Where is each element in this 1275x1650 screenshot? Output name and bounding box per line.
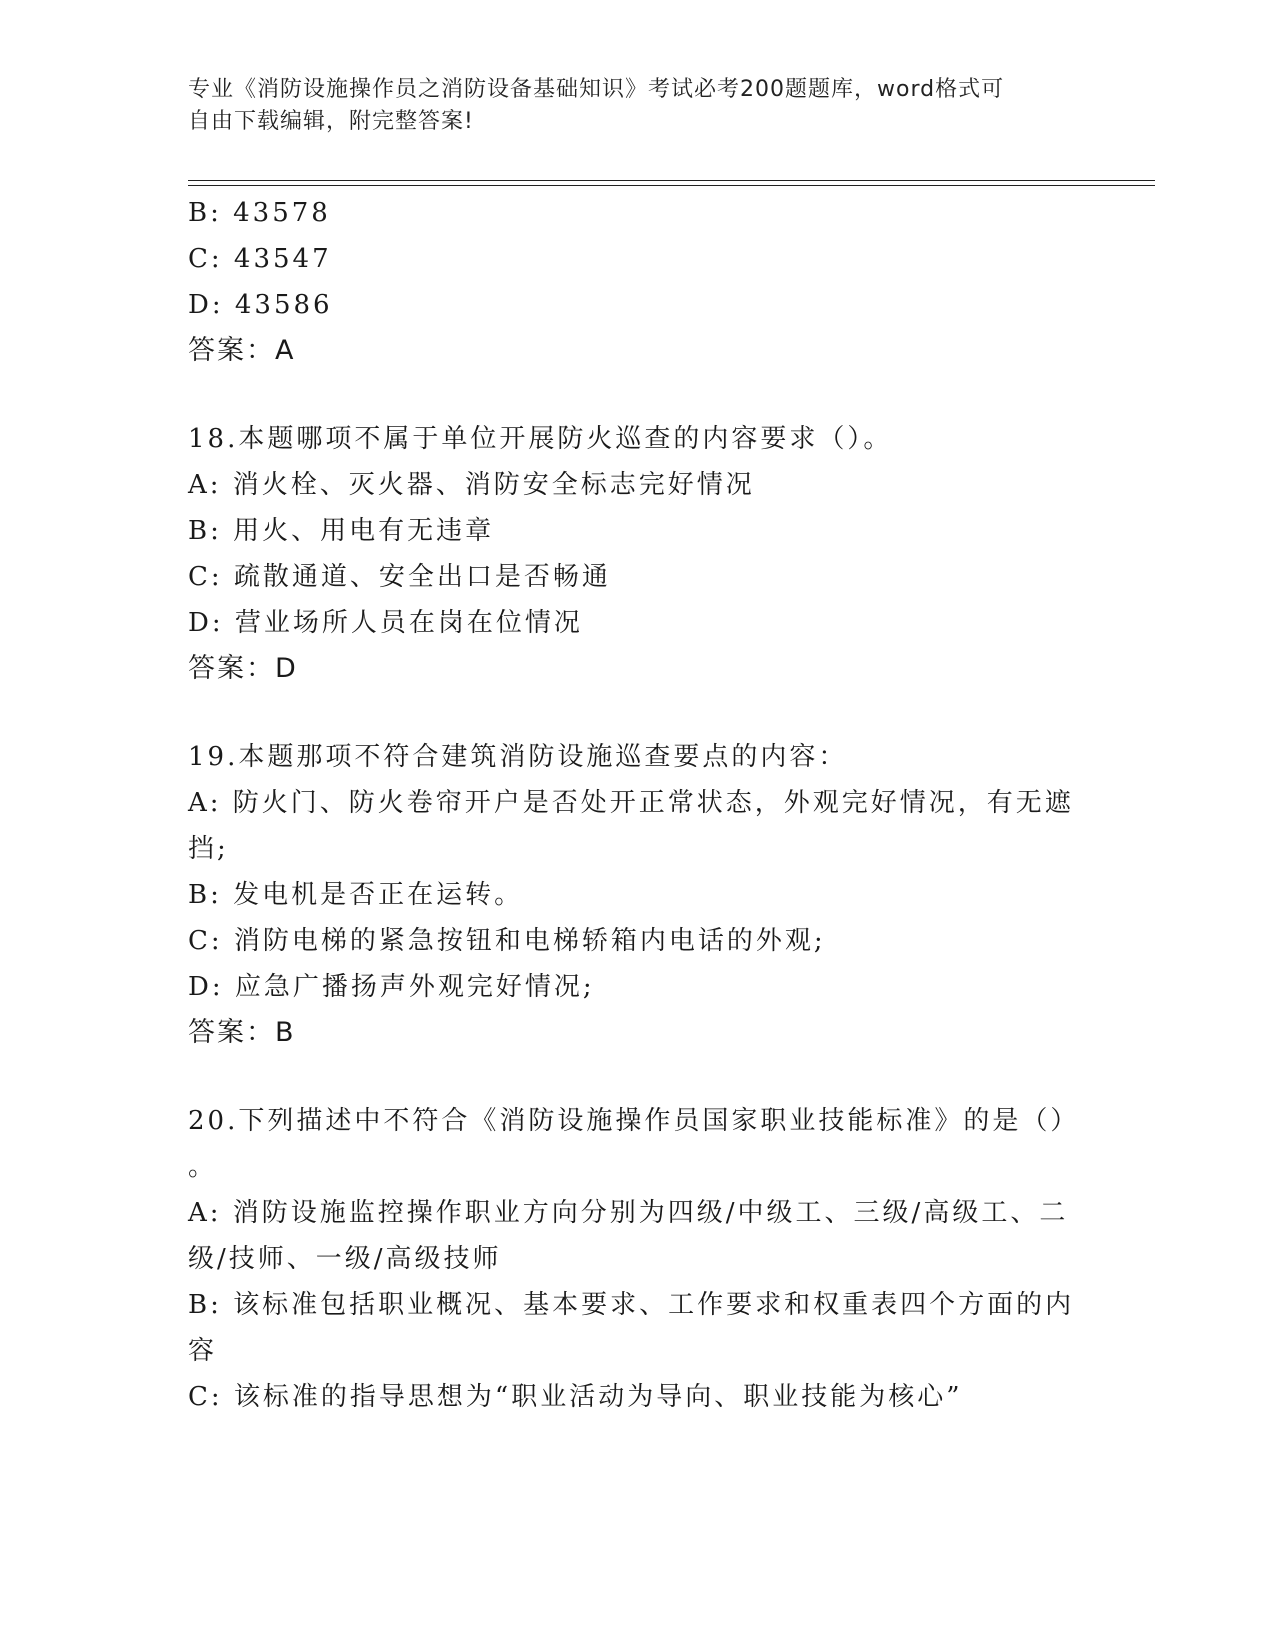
q17-option-d: D: 43586 bbox=[188, 290, 333, 320]
header-divider-top bbox=[188, 180, 1155, 181]
q20-option-b-line-2: 容 bbox=[188, 1336, 218, 1366]
q19-option-c: C: 消防电梯的紧急按钮和电梯轿箱内电话的外观; bbox=[188, 926, 826, 956]
q18-option-b: B: 用火、用电有无违章 bbox=[188, 516, 495, 546]
q19-option-a-line-2: 挡; bbox=[188, 834, 229, 864]
q18-answer: 答案：D bbox=[188, 653, 298, 684]
header-title-line-2: 自由下载编辑，附完整答案! bbox=[188, 109, 474, 134]
q20-option-a-line-2: 级/技师、一级/高级技师 bbox=[188, 1244, 502, 1274]
question-18 bbox=[188, 416, 1088, 692]
q18-stem: 18.本题哪项不属于单位开展防火巡查的内容要求（）。 bbox=[188, 424, 893, 454]
q20-option-a-line-1: A: 消防设施监控操作职业方向分别为四级/中级工、三级/高级工、二 bbox=[188, 1198, 1069, 1228]
header-title-line-1: 专业《消防设施操作员之消防设备基础知识》考试必考200题题库，word格式可 bbox=[188, 77, 1005, 102]
question-17 bbox=[188, 190, 1088, 374]
q20-stem-line-2: 。 bbox=[188, 1152, 218, 1182]
q17-answer: 答案：A bbox=[188, 335, 296, 366]
q17-option-b: B: 43578 bbox=[188, 198, 331, 228]
q20-option-c: C: 该标准的指导思想为“职业活动为导向、职业技能为核心” bbox=[188, 1382, 963, 1412]
q19-answer: 答案：B bbox=[188, 1017, 296, 1048]
document-header bbox=[188, 74, 1088, 138]
question-20 bbox=[188, 1098, 1088, 1420]
q20-option-b-line-1: B: 该标准包括职业概况、基本要求、工作要求和权重表四个方面的内 bbox=[188, 1290, 1075, 1320]
q18-option-a: A: 消火栓、灭火器、消防安全标志完好情况 bbox=[188, 470, 755, 500]
q18-option-d: D: 营业场所人员在岗在位情况 bbox=[188, 608, 583, 638]
q19-option-b: B: 发电机是否正在运转。 bbox=[188, 880, 524, 910]
q19-option-d: D: 应急广播扬声外观完好情况; bbox=[188, 972, 595, 1002]
q17-option-c: C: 43547 bbox=[188, 244, 332, 274]
q19-stem: 19.本题那项不符合建筑消防设施巡查要点的内容： bbox=[188, 742, 848, 772]
question-19 bbox=[188, 734, 1088, 1056]
header-divider-bottom bbox=[188, 185, 1155, 186]
question-content bbox=[188, 190, 1088, 1420]
q20-stem-line-1: 20.下列描述中不符合《消防设施操作员国家职业技能标准》的是（） bbox=[188, 1106, 1080, 1136]
q19-option-a-line-1: A: 防火门、防火卷帘开户是否处开正常状态，外观完好情况，有无遮 bbox=[188, 788, 1074, 818]
q18-option-c: C: 疏散通道、安全出口是否畅通 bbox=[188, 562, 611, 592]
